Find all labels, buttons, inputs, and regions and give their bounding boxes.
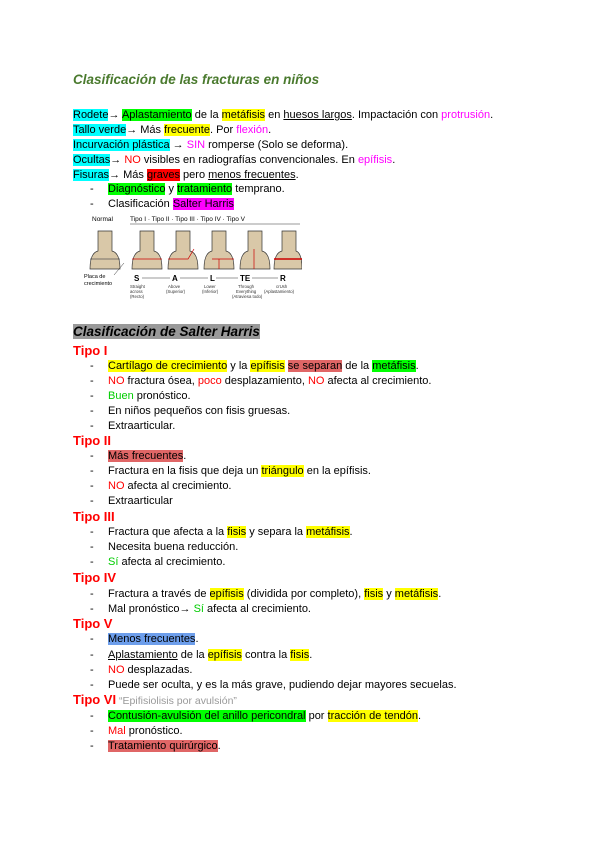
term-fisuras: Fisuras	[73, 169, 110, 181]
letter-te: TE	[240, 274, 251, 283]
hl: se separan	[287, 360, 343, 372]
text: .	[438, 588, 442, 600]
list-item: - Extraarticular.	[90, 420, 176, 432]
desc: Everything	[236, 289, 257, 294]
text: Sí	[193, 603, 204, 615]
text: →	[110, 154, 125, 166]
text: Necesita buena reducción.	[108, 541, 239, 553]
text: de la	[342, 360, 373, 372]
text: .	[268, 124, 272, 136]
hl: metáfisis	[306, 526, 350, 538]
text: → Más	[126, 124, 165, 136]
bone-tipo2	[168, 231, 198, 269]
heading-tipo-4: Tipo IV	[73, 570, 117, 585]
text: romperse (Solo se deforma).	[205, 139, 349, 151]
fig-normal-label: Normal	[92, 216, 113, 223]
text: → Más	[109, 169, 147, 181]
text: .	[418, 710, 422, 722]
bone-tipo4	[240, 231, 270, 269]
hl: metáfisis	[221, 109, 266, 121]
text: Puede ser oculta, y es la más grave, pudiendo dejar mayores secuelas.	[108, 679, 457, 691]
desc: (Inferior)	[202, 289, 219, 294]
text: Sí	[108, 556, 119, 568]
hl: Menos frecuentes	[108, 633, 196, 645]
list-item: - Contusión-avulsión del anillo pericondral por tracción de tendón.	[90, 710, 422, 722]
text: afecta al crecimiento.	[204, 603, 311, 615]
hl: graves	[146, 169, 180, 181]
letter-descriptions	[130, 284, 295, 299]
text: de la	[191, 109, 222, 121]
heading-text: Tipo VI	[73, 692, 117, 707]
hl: metáfisis	[394, 588, 439, 600]
list-item: - Mal pronóstico.	[90, 725, 183, 737]
list-item: - Necesita buena reducción.	[90, 541, 239, 553]
letter-s: S	[134, 274, 140, 283]
hl: epífisis	[250, 360, 285, 372]
list-item: - Fractura en la fisis que deja un triángulo en la epífisis.	[90, 465, 371, 477]
hl: epífisis	[207, 649, 242, 661]
text: y separa la	[246, 526, 307, 538]
text: NO	[108, 480, 125, 492]
list-item: - NO desplazadas.	[90, 664, 193, 676]
desc: Lower	[204, 284, 216, 289]
hl: tratamiento	[177, 183, 233, 195]
text: .	[217, 740, 221, 752]
heading-tipo-6	[73, 692, 237, 707]
hl: Diagnóstico	[108, 183, 166, 195]
text: flexión	[236, 124, 269, 136]
intro-incurvacion	[73, 138, 348, 152]
text: . Impactación con	[351, 109, 442, 121]
hl: Tratamiento quirúrgico	[108, 740, 218, 752]
hl: Cartílago de crecimiento	[108, 360, 228, 372]
list-item: - En niños pequeños con fisis gruesas.	[90, 405, 291, 417]
term-ocultas: Ocultas	[73, 154, 111, 166]
heading-subtitle: “Epifisiolisis por avulsión”	[116, 695, 237, 707]
text: . Por	[209, 124, 237, 136]
list-item: - Menos frecuentes.	[90, 633, 199, 645]
text: .	[183, 450, 187, 462]
text: NO	[307, 375, 325, 387]
page-title: Clasificación de las fracturas en niños	[73, 72, 320, 87]
text: Aplastamiento	[108, 649, 178, 661]
text: en la epífisis.	[303, 465, 371, 477]
hl: Más frecuentes	[108, 450, 184, 462]
text: fractura ósea,	[124, 375, 198, 387]
intro-ocultas	[73, 153, 395, 167]
hl: Aplastamiento	[121, 109, 192, 121]
hl: Salter Harris	[172, 198, 234, 210]
hl: fisis	[364, 588, 384, 600]
list-item: - Fractura a través de epífisis (dividida por completo), fisis y metáfisis.	[90, 588, 442, 600]
text: y la	[227, 360, 251, 372]
desc: (Superior)	[166, 289, 186, 294]
text: Mal	[108, 725, 126, 737]
text: temprano.	[232, 183, 285, 195]
desc: Through	[238, 284, 255, 289]
letter-l: L	[210, 274, 215, 283]
term-tallo-verde: Tallo verde	[73, 124, 127, 136]
fig-types-label: Tipo I · Tipo II · Tipo III · Tipo IV · Tipo V	[130, 216, 245, 223]
salter-letters	[134, 274, 286, 283]
text: SIN	[186, 139, 206, 151]
text: afecta al crecimiento.	[124, 480, 232, 492]
text: y	[165, 183, 178, 195]
heading-tipo-3: Tipo III	[73, 509, 115, 524]
text: por	[305, 710, 328, 722]
text: afecta al crecimiento.	[324, 375, 432, 387]
bone-tipo3	[204, 231, 234, 269]
hl: tracción de tendón	[327, 710, 419, 722]
text: .	[392, 154, 396, 166]
hl: epífisis	[209, 588, 244, 600]
intro-fisuras	[73, 168, 299, 182]
desc: (Aplastamiento)	[264, 289, 295, 294]
hl: triángulo	[261, 465, 304, 477]
list-item: - Mal pronóstico→ Sí afecta al crecimiento.	[90, 603, 311, 615]
heading-tipo-5: Tipo V	[73, 616, 113, 631]
text: poco	[197, 375, 222, 387]
text: →	[108, 109, 122, 121]
text: desplazadas.	[124, 664, 193, 676]
text: menos frecuentes	[208, 169, 296, 181]
list-item: - Clasificación Salter Harris	[90, 198, 234, 210]
text: desplazamiento,	[221, 375, 308, 387]
fig-placa: Placa de	[84, 274, 106, 280]
text: epífisis	[357, 154, 393, 166]
text: Extraarticular	[108, 495, 173, 507]
text: Fractura que afecta a la	[108, 526, 228, 538]
text: de la	[177, 649, 208, 661]
list-item: - Más frecuentes.	[90, 450, 187, 462]
bone-tipo1	[132, 231, 162, 269]
text: →	[169, 139, 187, 151]
desc: across	[130, 289, 143, 294]
hl: Contusión-avulsión del anillo pericondral	[108, 710, 306, 722]
heading-tipo-1: Tipo I	[73, 343, 108, 358]
text: NO	[108, 375, 125, 387]
bone-shapes	[90, 231, 302, 269]
hl: fisis	[227, 526, 247, 538]
text: y	[383, 588, 395, 600]
list-item: - Diagnóstico y tratamiento temprano.	[90, 183, 285, 195]
list-item: - Cartílago de crecimiento y la epífisis se separan de la metáfisis.	[90, 360, 419, 372]
intro-rodete	[73, 108, 493, 122]
list-item: - NO fractura ósea, poco desplazamiento, NO afecta al crecimiento.	[90, 375, 432, 387]
text: pero	[180, 169, 209, 181]
text: afecta al crecimiento.	[118, 556, 226, 568]
term-incurvacion: Incurvación plástica	[73, 139, 170, 151]
text: contra la	[241, 649, 291, 661]
list-item: - Buen pronóstico.	[90, 390, 191, 402]
bone-normal	[90, 231, 120, 269]
section-title-salter: Clasificación de Salter Harris	[73, 324, 260, 339]
text: huesos largos	[283, 109, 352, 121]
list-item: - Extraarticular	[90, 495, 173, 507]
text: visibles en radiografías convencionales. En	[140, 154, 358, 166]
text: en	[265, 109, 284, 121]
desc: crUsh	[276, 284, 288, 289]
list-item: - Tratamiento quirúrgico.	[90, 740, 221, 752]
text: .	[349, 526, 353, 538]
desc: Above	[168, 284, 181, 289]
intro-tallo-verde	[73, 123, 271, 137]
term-rodete: Rodete	[73, 109, 109, 121]
list-item: - Aplastamiento de la epífisis contra la fisis.	[90, 649, 313, 661]
text: (dividida por completo),	[243, 588, 365, 600]
text: Mal pronóstico→	[108, 603, 194, 615]
bone-tipo5	[274, 231, 302, 269]
text: NO	[124, 154, 141, 166]
text: Buen	[108, 390, 134, 402]
text: Fractura en la fisis que deja un	[108, 465, 262, 477]
hl: metáfisis	[372, 360, 416, 372]
text: pronóstico.	[125, 725, 183, 737]
text: .	[415, 360, 419, 372]
list-item: - Fractura que afecta a la fisis y separa la metáfisis.	[90, 526, 353, 538]
desc: Straight	[130, 284, 145, 289]
letter-r: R	[280, 274, 286, 283]
text: protrusión	[441, 109, 491, 121]
text: .	[309, 649, 313, 661]
hl: fisis	[290, 649, 310, 661]
text: Extraarticular.	[108, 420, 176, 432]
fig-crecimiento: crecimiento	[84, 281, 113, 287]
desc: (Atraviesa todo)	[232, 294, 263, 299]
text: pronóstico.	[133, 390, 191, 402]
text: .	[295, 169, 299, 181]
desc: (Recto)	[130, 294, 145, 299]
text: NO	[108, 664, 125, 676]
list-item: - NO afecta al crecimiento.	[90, 480, 232, 492]
text: Fractura a través de	[108, 588, 210, 600]
text: En niños pequeños con fisis gruesas.	[108, 405, 291, 417]
text: .	[195, 633, 199, 645]
heading-tipo-2: Tipo II	[73, 433, 112, 448]
text: Clasificación	[108, 198, 173, 210]
salter-harris-figure	[84, 213, 302, 305]
list-item: - Puede ser oculta, y es la más grave, pudiendo dejar mayores secuelas.	[90, 679, 457, 691]
hl: frecuente	[164, 124, 210, 136]
text: .	[490, 109, 494, 121]
list-item: - Sí afecta al crecimiento.	[90, 556, 226, 568]
letter-a: A	[172, 274, 178, 283]
